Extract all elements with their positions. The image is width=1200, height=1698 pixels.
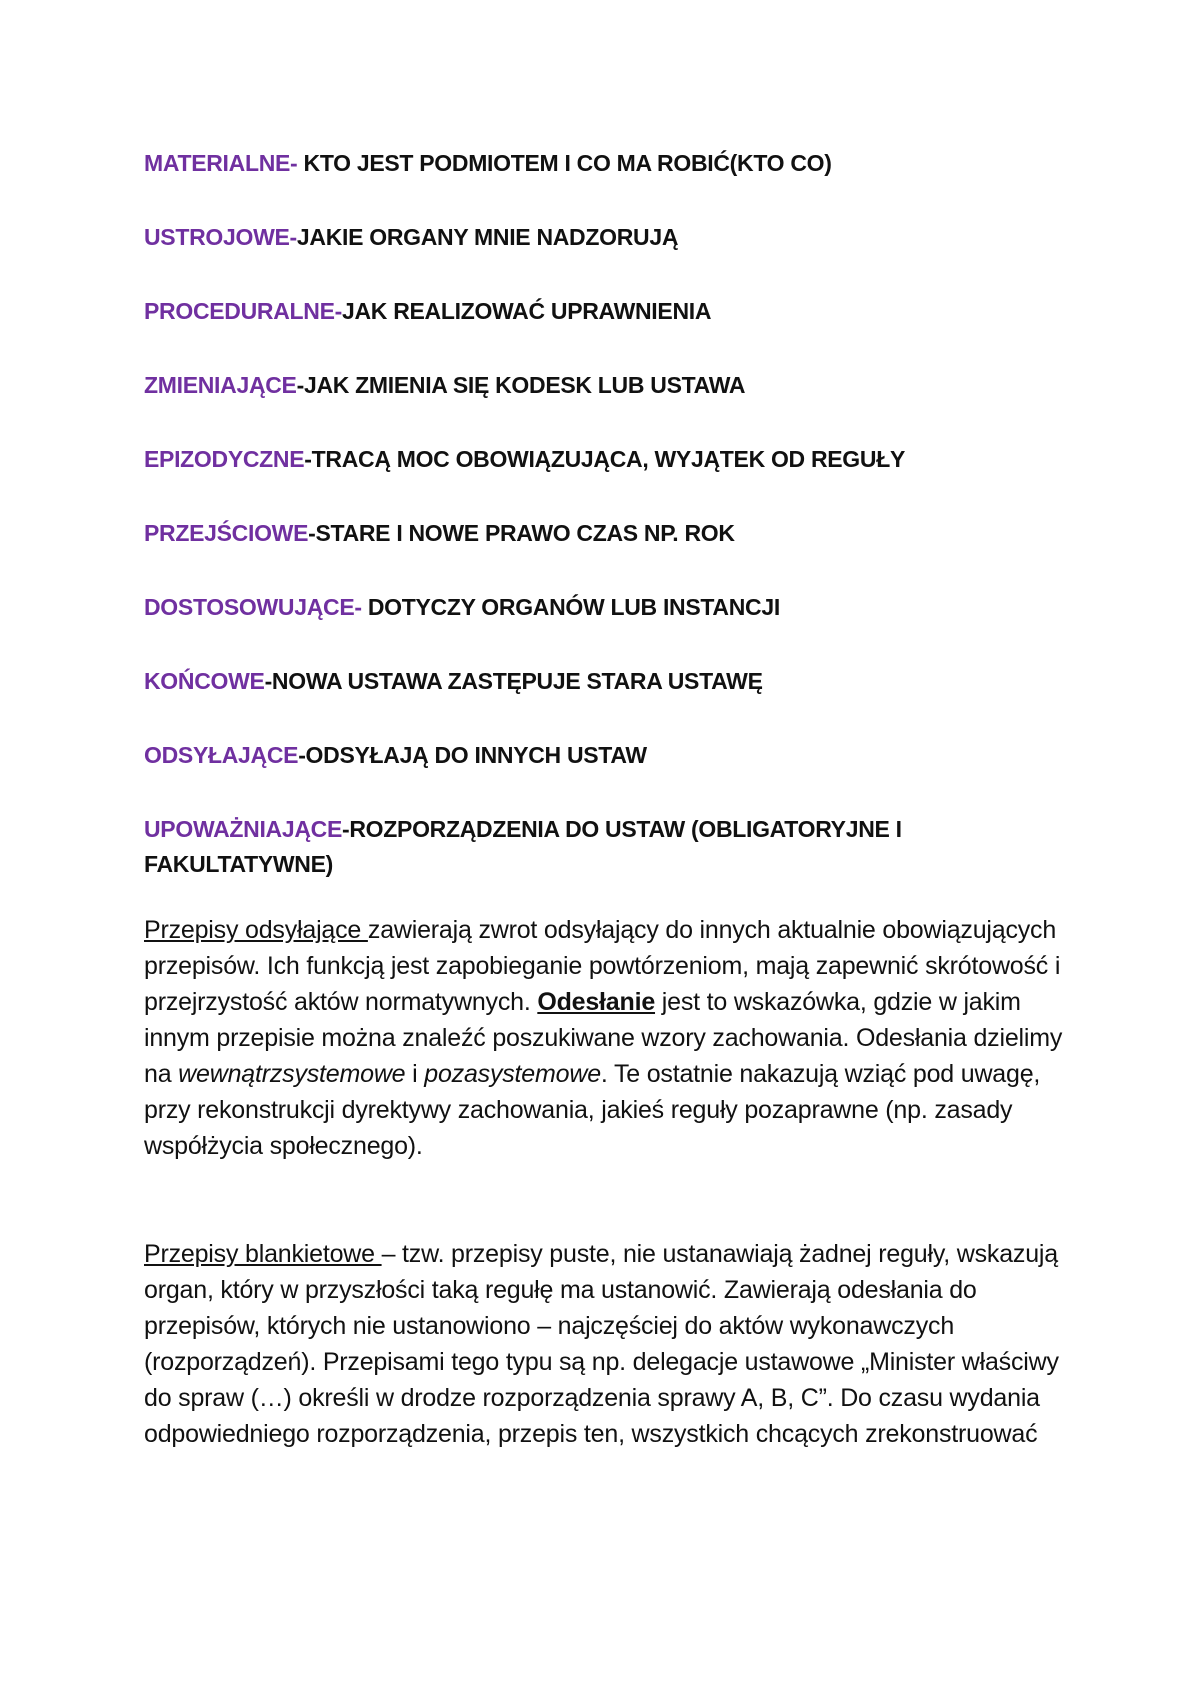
definition-term: KOŃCOWE [144,668,265,694]
definition-item [144,664,1064,699]
definition-item [144,294,1064,329]
definition-term: UPOWAŻNIAJĄCE [144,816,343,842]
definition-item [144,442,1064,477]
definition-desc: KTO JEST PODMIOTEM I CO MA ROBIĆ(KTO CO) [297,150,832,176]
definition-desc: -TRACĄ MOC OBOWIĄZUJĄCA, WYJĄTEK OD REGUŁY [304,446,906,472]
definition-item [144,220,1064,255]
definition-list [144,146,1064,882]
definition-item [144,590,1064,625]
definition-term: ODSYŁAJĄCE [144,742,299,768]
definition-term: ZMIENIAJĄCE [144,372,297,398]
definition-term: MATERIALNE- [144,150,298,176]
definition-item [144,368,1064,403]
definition-desc: -ROZPORZĄDZENIA DO USTAW (OBLIGATORYJNE I FAKULTATYWNE) [144,816,902,877]
definition-desc: -JAK ZMIENIA SIĘ KODESK LUB USTAWA [296,372,746,398]
definition-term: DOSTOSOWUJĄCE- [144,594,362,620]
paragraph-lead-term: Przepisy blankietowe [144,1240,382,1268]
paragraph-text: zawierają zwrot odsyłający do innych aktualnie obowiązujących przepisów. Ich funkcją jest zapobieganie powtórzeniom, mają zapewnić skrótowość i przejrzystość aktów normatywnych. [144,916,1061,1016]
document-page [144,146,1064,1452]
definition-item [144,516,1064,551]
paragraph-text: jest to wskazówka, gdzie w jakim innym przepisie można znaleźć poszukiwane wzory zachowania. Odesłania dzielimy na [144,988,1063,1088]
definition-term: USTROJOWE- [144,224,297,250]
paragraph-text: i [405,1060,425,1088]
bold-term: Odesłanie [537,988,656,1016]
definition-term: PRZEJŚCIOWE [144,520,309,546]
paragraph-odsylajace [144,912,1064,1164]
paragraph-text: . Te ostatnie nakazują wziąć pod uwagę, przy rekonstrukcji dyrektywy zachowania, jakieś reguły pozaprawne (np. zasady współżycia społecznego). [144,1060,1041,1160]
definition-item [144,812,1064,882]
definition-item [144,146,1064,181]
definition-item [144,738,1064,773]
definition-desc: DOTYCZY ORGANÓW LUB INSTANCJI [361,594,780,620]
paragraph-text: – tzw. przepisy puste, nie ustanawiają żadnej reguły, wskazują organ, który w przyszłości taką regułę ma ustanowić. Zawierają odesłania do przepisów, których nie ustanowiono – najczęściej do aktów wykonawczych (rozporządzeń). Przepisami tego typu są np. delegacje ustawowe „Minister właściwy do spraw (…) określi w drodze rozporządzenia sprawy A, B, C”. Do czasu wydania odpowiedniego rozporządzenia, przepis ten, wszystkich chcących zrekonstruować [144,1240,1059,1448]
definition-desc: -STARE I NOWE PRAWO CZAS NP. ROK [308,520,735,546]
definition-desc: JAK REALIZOWAĆ UPRAWNIENIA [342,298,712,324]
definition-term: PROCEDURALNE- [144,298,342,324]
definition-desc: -NOWA USTAWA ZASTĘPUJE STARA USTAWĘ [264,668,763,694]
definition-term: EPIZODYCZNE [144,446,305,472]
paragraph-blankietowe [144,1236,1064,1452]
italic-term: pozasystemowe [424,1060,601,1088]
definition-desc: -ODSYŁAJĄ DO INNYCH USTAW [298,742,647,768]
paragraph-lead-term: Przepisy odsyłające [144,916,368,944]
italic-term: wewnątrzsystemowe [178,1060,406,1088]
definition-desc: JAKIE ORGANY MNIE NADZORUJĄ [296,224,679,250]
